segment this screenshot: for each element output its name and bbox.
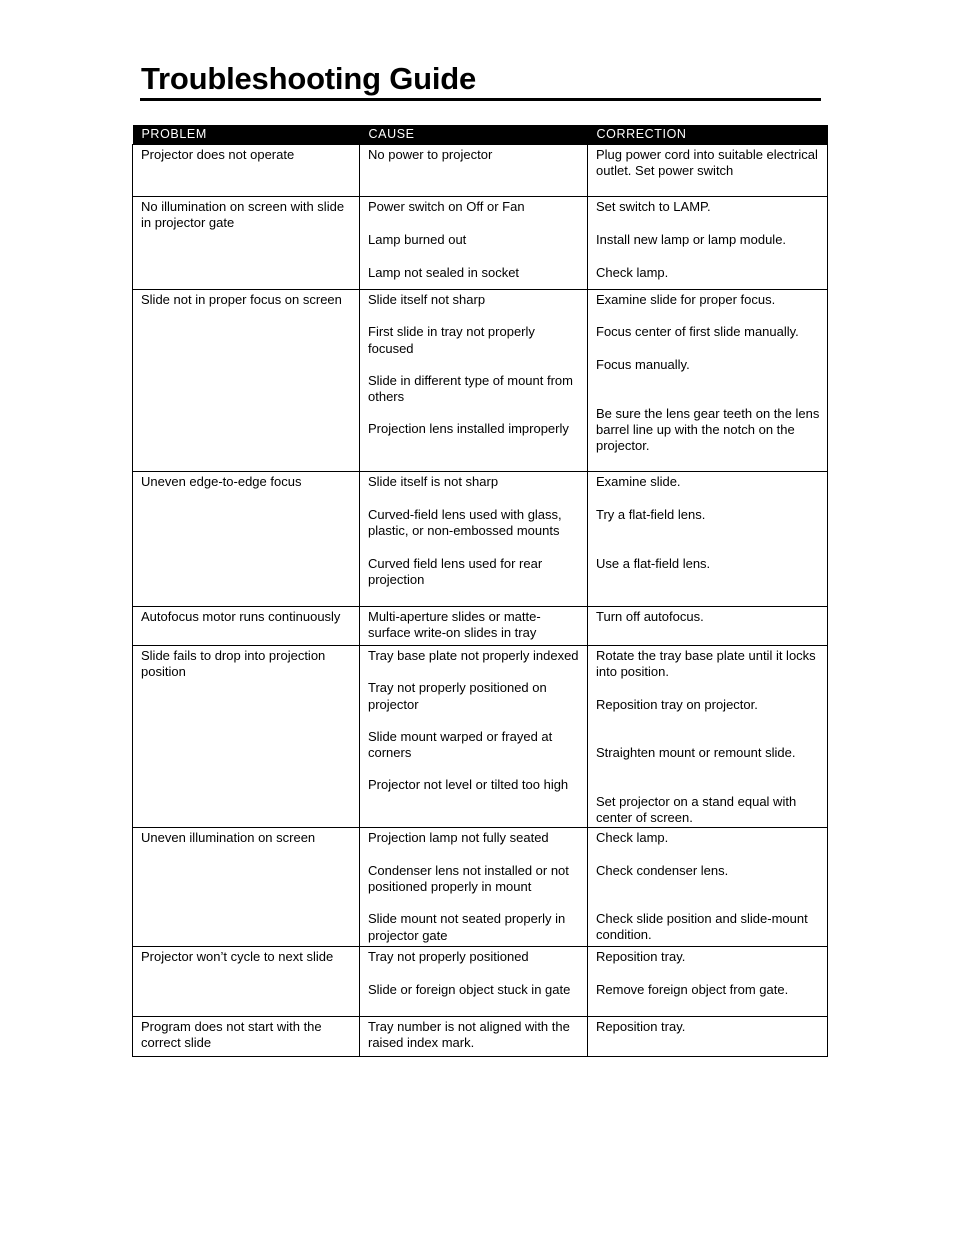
table-row	[133, 290, 828, 472]
correction-text: Plug power cord into suitable electrical outlet. Set power switch	[596, 147, 818, 179]
correction-text: Examine slide for proper focus.	[596, 292, 776, 307]
correction-cell	[588, 290, 828, 472]
cause-text: Projector not level or tilted too high	[368, 777, 569, 793]
table-row	[133, 646, 828, 828]
correction-cell	[588, 1017, 828, 1057]
correction-text: Check slide position and slide-mount condition.	[596, 911, 808, 943]
cause-text: Curved-field lens used with glass, plastic, or non-embossed mounts	[368, 506, 562, 539]
cause-cell	[360, 947, 588, 1017]
problem-text: Uneven edge-to-edge focus	[141, 474, 302, 489]
problem-text: Program does not start with the correct slide	[141, 1019, 322, 1051]
cause-text: Tray base plate not properly indexed	[368, 648, 579, 663]
cause-text: Projection lens installed improperly	[368, 421, 569, 437]
cause-text: Slide mount not seated properly in projector gate	[368, 911, 566, 943]
title-underline	[140, 98, 821, 101]
table-row	[133, 145, 828, 197]
problem-text: Projector does not operate	[141, 147, 295, 162]
correction-text: Set projector on a stand equal with center of screen.	[596, 794, 797, 826]
correction-text: Focus manually.	[596, 356, 690, 372]
cause-cell	[360, 828, 588, 947]
correction-text: Install new lamp or lamp module.	[596, 231, 787, 247]
cause-cell	[360, 1017, 588, 1057]
problem-cell	[133, 828, 360, 947]
problem-text: Slide fails to drop into projection position	[141, 648, 326, 680]
correction-cell	[588, 646, 828, 828]
cause-cell	[360, 145, 588, 197]
problem-cell	[133, 646, 360, 828]
header-cause: CAUSE	[360, 125, 588, 145]
problem-text: Projector won’t cycle to next slide	[141, 949, 334, 964]
correction-text: Check lamp.	[596, 264, 669, 280]
cause-text: Power switch on Off or Fan	[368, 199, 525, 214]
problem-cell	[133, 607, 360, 646]
correction-text: Turn off autofocus.	[596, 609, 704, 624]
problem-text: Autofocus motor runs continuously	[141, 609, 341, 624]
cause-text: Tray number is not aligned with the raised index mark.	[368, 1019, 570, 1051]
correction-cell	[588, 828, 828, 947]
table-row	[133, 197, 828, 290]
problem-cell	[133, 472, 360, 607]
problem-text: Slide not in proper focus on screen	[141, 292, 342, 307]
table-row	[133, 947, 828, 1017]
table-header-row	[133, 125, 828, 145]
header-correction: CORRECTION	[588, 125, 828, 145]
cause-cell	[360, 646, 588, 828]
correction-text: Try a flat-field lens.	[596, 506, 706, 522]
correction-text: Set switch to LAMP.	[596, 199, 711, 214]
correction-cell	[588, 197, 828, 290]
cause-text: Slide or foreign object stuck in gate	[368, 981, 571, 997]
correction-text: Check lamp.	[596, 830, 669, 845]
cause-text: Slide itself not sharp	[368, 292, 486, 307]
cause-text: Lamp not sealed in socket	[368, 264, 520, 280]
correction-text: Reposition tray.	[596, 949, 686, 964]
cause-cell	[360, 197, 588, 290]
cause-text: Slide in different type of mount from others	[368, 372, 573, 405]
correction-text: Remove foreign object from gate.	[596, 981, 789, 997]
cause-text: Curved field lens used for rear projection	[368, 555, 543, 588]
problem-cell	[133, 145, 360, 197]
problem-cell	[133, 1017, 360, 1057]
cause-text: Condenser lens not installed or not positioned properly in mount	[368, 862, 569, 895]
cause-text: Projection lamp not fully seated	[368, 830, 549, 845]
correction-text: Reposition tray on projector.	[596, 696, 758, 712]
header-problem: PROBLEM	[133, 125, 360, 145]
correction-text: Focus center of first slide manually.	[596, 324, 799, 340]
correction-text: Reposition tray.	[596, 1019, 686, 1034]
table-row	[133, 607, 828, 646]
problem-text: No illumination on screen with slide in projector gate	[141, 199, 345, 231]
problem-cell	[133, 947, 360, 1017]
cause-text: Tray not properly positioned on projector	[368, 680, 547, 712]
correction-cell	[588, 947, 828, 1017]
correction-cell	[588, 472, 828, 607]
correction-text: Check condenser lens.	[596, 862, 729, 878]
correction-cell	[588, 145, 828, 197]
cause-cell	[360, 472, 588, 607]
correction-text: Straighten mount or remount slide.	[596, 745, 796, 761]
cause-cell	[360, 290, 588, 472]
correction-text: Be sure the lens gear teeth on the lens barrel line up with the notch on the projector.	[596, 405, 820, 454]
table-row	[133, 472, 828, 607]
problem-cell	[133, 197, 360, 290]
correction-cell	[588, 607, 828, 646]
cause-text: Slide itself is not sharp	[368, 474, 499, 489]
cause-text: Lamp burned out	[368, 231, 467, 247]
table-row	[133, 828, 828, 947]
cause-text: First slide in tray not properly focused	[368, 324, 535, 356]
correction-text: Rotate the tray base plate until it locks into position.	[596, 648, 816, 680]
cause-cell	[360, 607, 588, 646]
problem-cell	[133, 290, 360, 472]
cause-text: No power to projector	[368, 147, 493, 162]
cause-text: Slide mount warped or frayed at corners	[368, 728, 553, 761]
table-row	[133, 1017, 828, 1057]
problem-text: Uneven illumination on screen	[141, 830, 316, 845]
troubleshooting-table	[132, 125, 828, 1057]
correction-text: Examine slide.	[596, 474, 681, 489]
cause-text: Tray not properly positioned	[368, 949, 529, 964]
cause-text: Multi-aperture slides or matte-surface write-on slides in tray	[368, 609, 541, 641]
page-title: Troubleshooting Guide	[141, 61, 477, 96]
correction-text: Use a flat-field lens.	[596, 555, 711, 571]
